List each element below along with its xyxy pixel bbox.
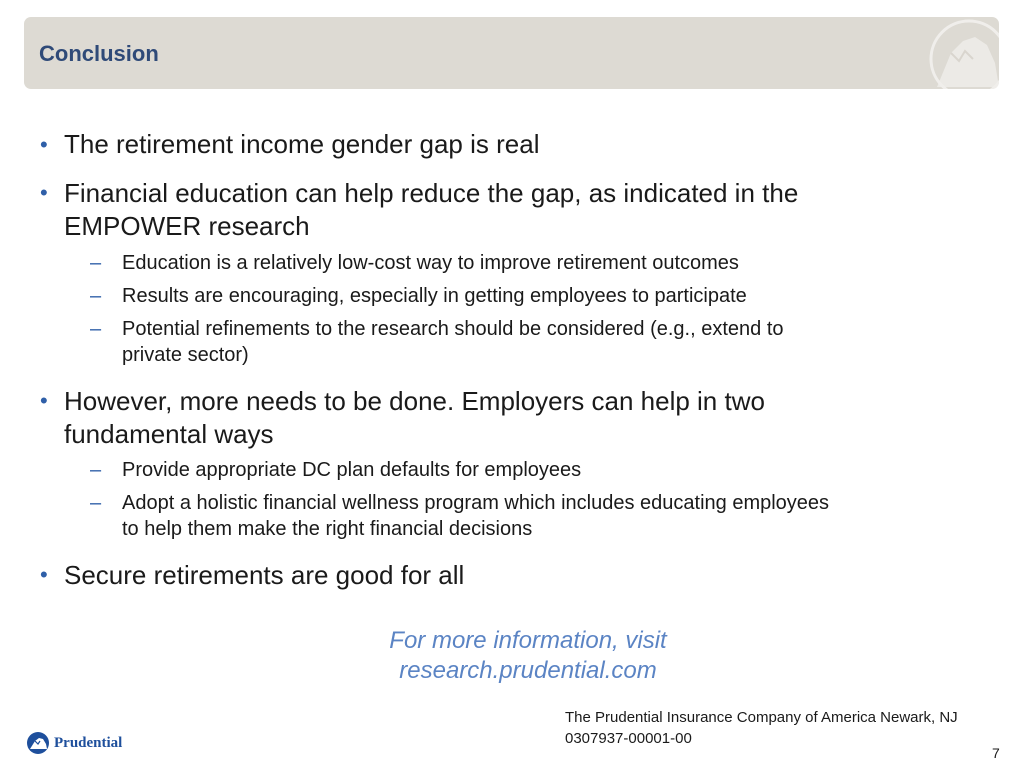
subbullet-marker: – bbox=[90, 318, 102, 340]
footer-company bbox=[565, 707, 958, 749]
more-info-callout bbox=[330, 626, 726, 686]
bullet-marker: • bbox=[40, 132, 48, 157]
bullet-item: Financial education can help reduce the gap, as indicated in the bbox=[64, 178, 799, 208]
bullet-item: However, more needs to be done. Employers can help in two bbox=[64, 386, 765, 416]
logo-wordmark: Prudential bbox=[54, 734, 123, 751]
subbullet-item: Potential refinements to the research should be considered (e.g., extend to bbox=[122, 318, 784, 340]
company-name: The Prudential Insurance Company of America Newark, NJ bbox=[565, 709, 958, 726]
bullet-item-continued: EMPOWER research bbox=[64, 211, 310, 241]
more-info-text: For more information, visit bbox=[389, 627, 667, 654]
research-link[interactable]: research.prudential.com bbox=[399, 657, 657, 684]
subbullet-item-continued: private sector) bbox=[122, 344, 249, 366]
subbullet-marker: – bbox=[90, 459, 102, 481]
page-number: 7 bbox=[992, 745, 1000, 761]
prudential-rock-logo-icon bbox=[26, 731, 50, 755]
bullet-item-continued: fundamental ways bbox=[64, 419, 274, 449]
subbullet-marker: – bbox=[90, 252, 102, 274]
subbullet-item: Provide appropriate DC plan defaults for employees bbox=[122, 459, 582, 481]
subbullet-marker: – bbox=[90, 285, 102, 307]
bullet-marker: • bbox=[40, 388, 48, 413]
subbullet-item: Adopt a holistic financial wellness program which includes educating employees bbox=[122, 492, 830, 514]
subbullet-item: Results are encouraging, especially in getting employees to participate bbox=[122, 285, 747, 307]
page-title: Conclusion bbox=[39, 41, 159, 66]
document-code: 0307937-00001-00 bbox=[565, 730, 692, 747]
subbullet-marker: – bbox=[90, 492, 102, 514]
bullet-item: The retirement income gender gap is real bbox=[64, 129, 540, 159]
subbullet-item-continued: to help them make the right financial decisions bbox=[122, 518, 533, 540]
bullet-marker: • bbox=[40, 562, 48, 587]
prudential-logo bbox=[26, 729, 122, 757]
subbullet-item: Education is a relatively low-cost way to improve retirement outcomes bbox=[122, 252, 739, 274]
bullet-item: Secure retirements are good for all bbox=[64, 560, 465, 590]
bullet-marker: • bbox=[40, 180, 48, 205]
